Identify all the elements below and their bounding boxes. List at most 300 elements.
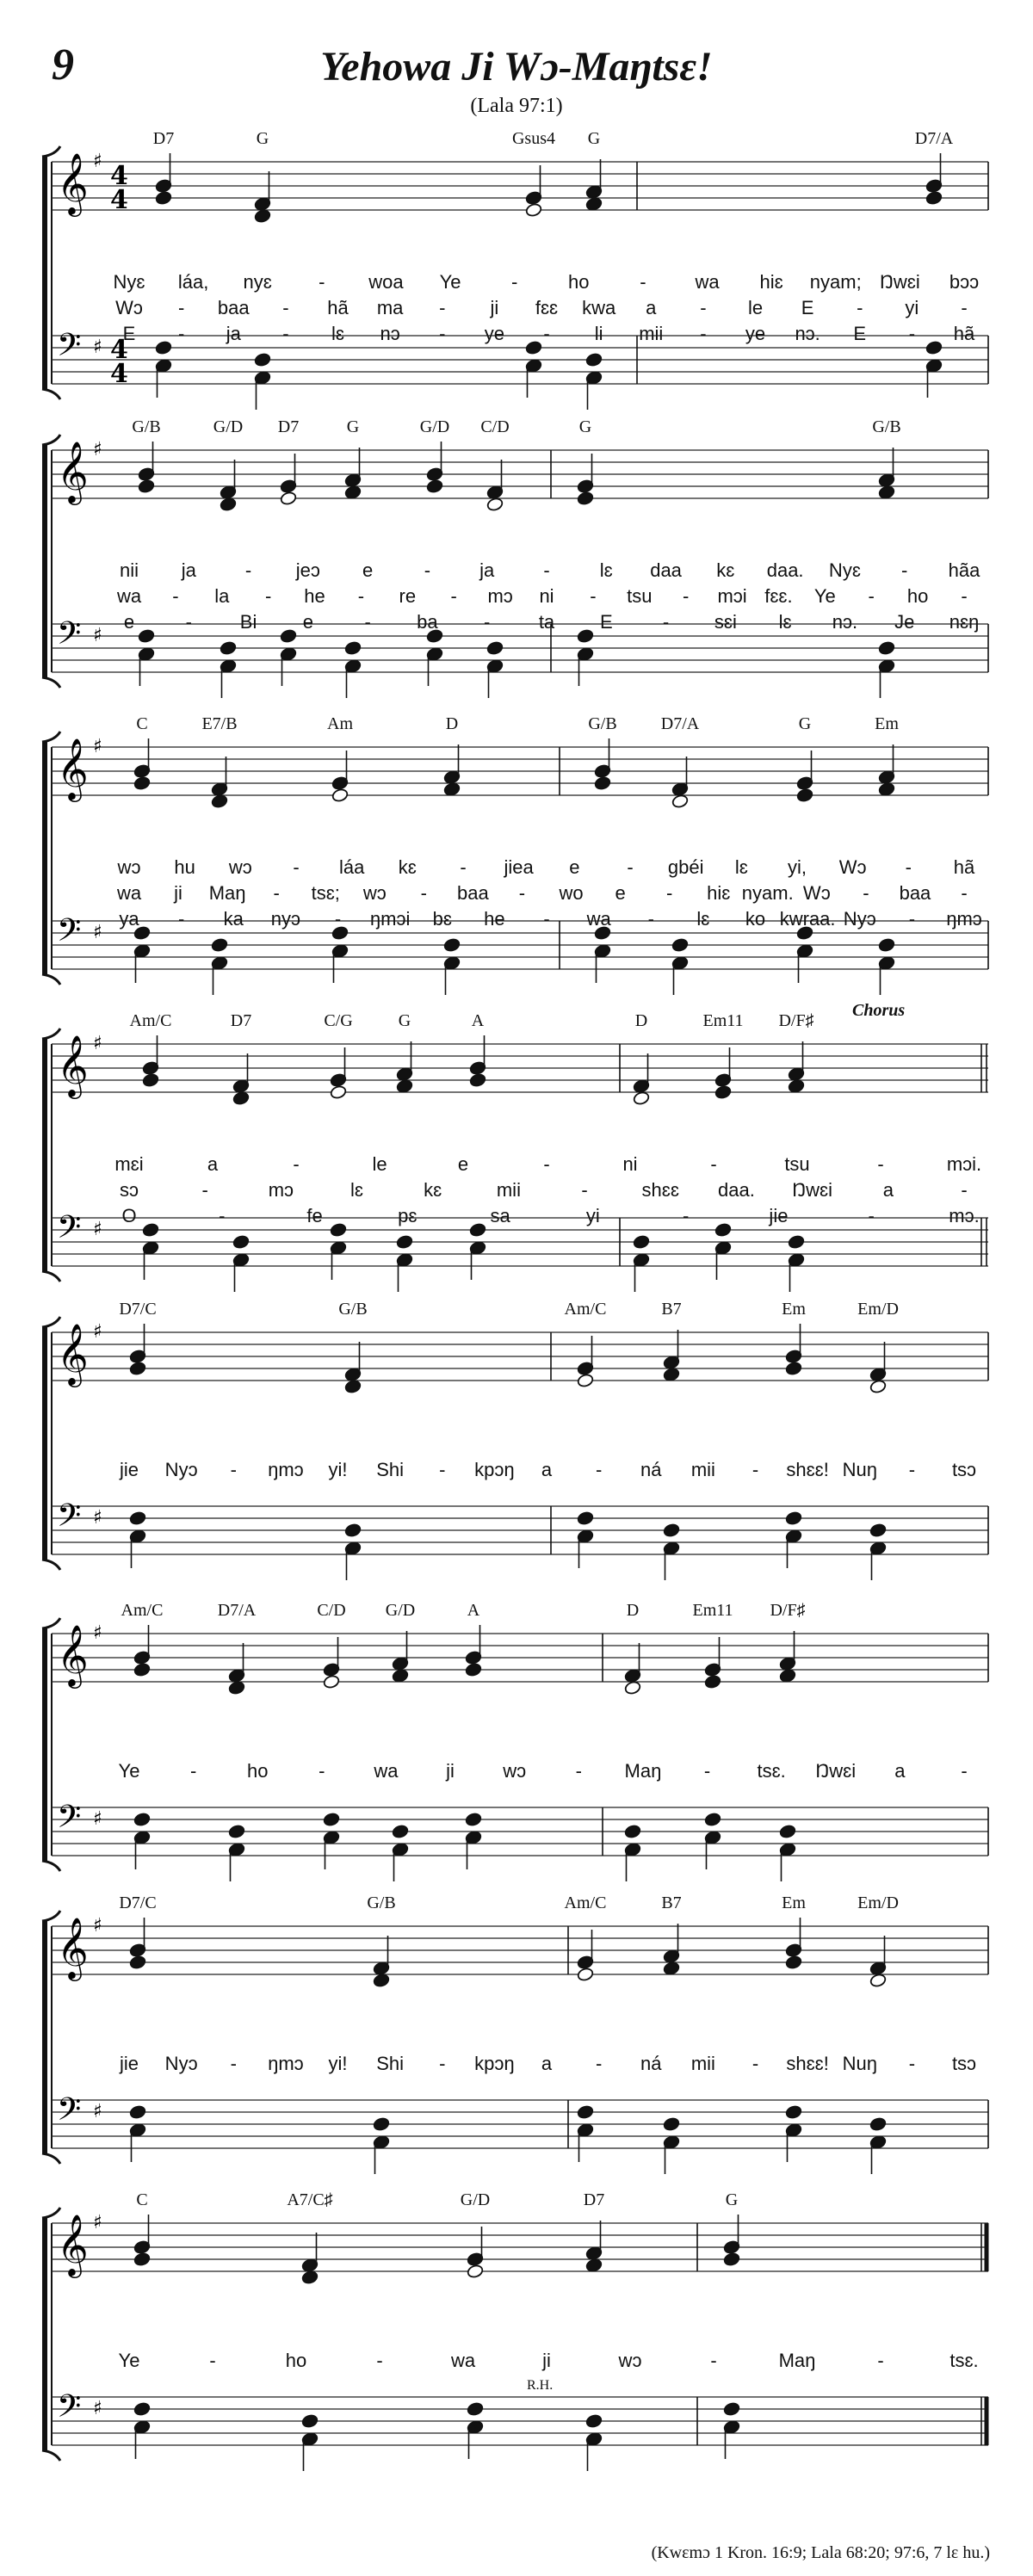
note-head — [663, 1367, 680, 1381]
lyric-syllable: - — [543, 1153, 550, 1175]
key-sharp-icon: ♯ — [93, 439, 102, 460]
lyric-syllable: a — [541, 2053, 553, 2074]
chord-symbol: G/B — [367, 1893, 396, 1912]
lyric-syllable: - — [961, 1179, 968, 1201]
lyric-syllable: a — [894, 1760, 906, 1782]
lyric-syllable: - — [752, 1459, 759, 1480]
lyric-syllable: Maŋ — [208, 882, 246, 904]
lyric-syllable: - — [575, 1760, 582, 1782]
lyric-syllable: - — [665, 882, 673, 904]
chord-symbol: E7/B — [201, 714, 238, 733]
note-head — [280, 491, 297, 505]
chord-symbol: Am/C — [121, 1601, 164, 1620]
note-head — [211, 937, 228, 952]
note-head — [232, 1234, 250, 1249]
lyric-syllable: wa — [374, 1760, 399, 1782]
lyric-syllable: - — [908, 908, 916, 930]
lyric-syllable: gbéi — [667, 856, 704, 878]
key-sharp-icon: ♯ — [93, 1507, 102, 1529]
note-head — [373, 1973, 390, 1987]
lyric-syllable: - — [908, 1459, 916, 1480]
lyric-syllable: - — [230, 1459, 237, 1480]
treble-clef-icon: 𝄞 — [57, 151, 89, 214]
lyric-syllable: ni — [622, 1153, 638, 1175]
note-head — [925, 190, 943, 205]
chord-symbol: D — [445, 714, 459, 733]
lyric-syllable: sɔ — [120, 1179, 139, 1201]
lyric-syllable: shɛɛ! — [786, 2053, 829, 2074]
lyric-syllable: kɛ — [398, 856, 417, 878]
lyric-syllable: la — [214, 585, 230, 607]
chord-symbol: Am/C — [129, 1011, 172, 1030]
lyric-syllable: - — [581, 1179, 588, 1201]
lyric-syllable: jie — [119, 2053, 139, 2074]
lyric-syllable: E — [853, 323, 867, 344]
note-head — [779, 1668, 796, 1683]
lyric-syllable: Ŋwɛi — [879, 271, 920, 293]
lyric-syllable: mii — [690, 2053, 715, 2074]
lyric-syllable: - — [703, 1760, 711, 1782]
lyric-syllable: shɛɛ — [641, 1179, 679, 1201]
chord-symbol: Em/D — [857, 1300, 899, 1319]
score-system — [0, 2190, 1033, 2500]
lyric-syllable: - — [543, 559, 550, 581]
chord-symbol: C — [136, 714, 148, 733]
note-head — [869, 1379, 887, 1393]
lyric-syllable: Ye — [813, 585, 836, 607]
lyric-syllable: ŋmɔ — [268, 2053, 304, 2074]
bracket-hook — [42, 389, 60, 399]
key-sharp-icon: ♯ — [93, 922, 102, 943]
chord-symbol: G — [798, 714, 812, 733]
lyric-syllable: mɔi — [717, 585, 747, 607]
note-head — [344, 1379, 362, 1393]
lyric-syllable: - — [185, 611, 192, 633]
lyric-syllable: tsɛ. — [757, 1760, 786, 1782]
chord-symbol: G/D — [419, 417, 450, 436]
bracket-hook — [42, 2450, 60, 2461]
note-head — [577, 1967, 594, 1981]
note-head — [785, 2104, 802, 2119]
lyric-syllable: - — [682, 1205, 690, 1226]
lyric-syllable: lɛ — [696, 908, 710, 930]
lyric-syllable: - — [640, 271, 646, 293]
chord-symbol: G/D — [460, 2190, 491, 2209]
lyric-syllable: wɔ — [228, 856, 252, 878]
lyric-syllable: baa — [457, 882, 489, 904]
lyric-syllable: wo — [559, 882, 584, 904]
note-head — [525, 340, 542, 355]
note-head — [869, 1523, 887, 1537]
lyric-syllable: - — [752, 2053, 759, 2074]
score-system — [0, 1300, 1033, 1609]
lyric-syllable: Wɔ — [115, 297, 143, 318]
lyric-syllable: ya — [119, 908, 139, 930]
lyric-syllable: kwa — [582, 297, 616, 318]
lyric-syllable: baa — [899, 882, 931, 904]
lyric-syllable: E — [599, 611, 613, 633]
note-head — [133, 1662, 151, 1677]
lyric-syllable: - — [700, 323, 707, 344]
lyric-syllable: e — [569, 856, 580, 878]
chord-symbol: C/D — [480, 417, 510, 436]
lyric-syllable: - — [518, 882, 526, 904]
note-head — [704, 1674, 721, 1689]
chord-symbol: D7 — [230, 1011, 252, 1030]
chord-symbol: Em — [782, 1300, 806, 1319]
lyric-syllable: re — [399, 585, 417, 607]
lyric-syllable: yi, — [788, 856, 807, 878]
lyric-syllable: ho — [246, 1760, 269, 1782]
note-head — [133, 1812, 151, 1826]
lyric-syllable: ji — [446, 1760, 455, 1782]
lyric-syllable: - — [201, 1179, 208, 1201]
note-head — [878, 640, 895, 655]
note-head — [869, 1973, 887, 1987]
chord-symbol: D7/A — [217, 1601, 257, 1620]
treble-clef-icon: 𝄞 — [57, 1034, 89, 1096]
lyric-syllable: - — [863, 882, 869, 904]
chord-symbol: G — [398, 1011, 411, 1030]
chord-symbol: Em11 — [692, 1601, 733, 1620]
lyric-syllable: Nyɔ — [843, 908, 876, 930]
lyric-syllable: li — [594, 323, 603, 344]
bass-clef-icon: 𝄢 — [57, 1799, 82, 1843]
score-system — [0, 1601, 1033, 1911]
note-head — [577, 2104, 594, 2119]
lyric-syllable: fe — [306, 1205, 323, 1226]
lyric-syllable: nɔ. — [832, 611, 858, 633]
lyric-syllable: - — [868, 585, 875, 607]
chord-symbol: G/D — [385, 1601, 416, 1620]
lyric-syllable: jiea — [504, 856, 534, 878]
lyric-syllable: shɛɛ! — [786, 1459, 829, 1480]
chord-symbol: G — [256, 129, 269, 148]
lyric-syllable: kɛ — [716, 559, 735, 581]
lyric-syllable: mɔ — [268, 1179, 294, 1201]
lyric-syllable: e — [615, 882, 626, 904]
time-signature-digit: 4 — [110, 161, 128, 191]
chord-symbol: D7/C — [119, 1300, 157, 1319]
note-head — [486, 497, 504, 511]
chord-symbol: D — [626, 1601, 640, 1620]
lyric-syllable: e — [302, 611, 313, 633]
lyric-syllable: hiɛ — [707, 882, 731, 904]
note-head — [577, 1510, 594, 1525]
lyric-syllable: mɛi — [114, 1153, 144, 1175]
chord-symbol: Em11 — [702, 1011, 744, 1030]
lyric-syllable: - — [484, 611, 491, 633]
lyric-syllable: - — [543, 323, 550, 344]
lyric-syllable: daa. — [718, 1179, 755, 1201]
lyric-syllable: yi — [905, 297, 919, 318]
note-head — [585, 352, 603, 367]
chord-symbol: G/B — [338, 1300, 368, 1319]
lyric-syllable: daa. — [766, 559, 804, 581]
lyric-syllable: ho — [906, 585, 929, 607]
lyric-syllable: nyam; — [809, 271, 862, 293]
lyric-syllable: Wɔ — [838, 856, 867, 878]
lyric-syllable: Ye — [118, 2350, 140, 2371]
note-head — [443, 781, 461, 796]
lyric-syllable: wa — [695, 271, 720, 293]
lyric-syllable: - — [177, 297, 185, 318]
lyric-syllable: nɛŋ — [949, 611, 980, 633]
lyric-syllable: Nyɛ — [113, 271, 145, 293]
lyric-syllable: - — [273, 882, 280, 904]
treble-clef-icon: 𝄞 — [57, 1623, 89, 1686]
lyric-syllable: jeɔ — [295, 559, 320, 581]
note-head — [280, 628, 297, 643]
note-head — [779, 1824, 796, 1838]
lyric-syllable: a — [882, 1179, 894, 1201]
note-head — [323, 1674, 340, 1689]
lyric-syllable: - — [230, 2053, 237, 2074]
lyric-syllable: mɔi. — [946, 1153, 982, 1175]
note-head — [878, 485, 895, 499]
lyric-syllable: le — [747, 297, 764, 318]
note-head — [671, 937, 689, 952]
note-head — [469, 1072, 486, 1087]
note-head — [624, 1680, 641, 1695]
bracket-hook — [42, 2153, 60, 2164]
note-head — [220, 640, 237, 655]
note-head — [714, 1084, 732, 1099]
score-system — [0, 1001, 1033, 1321]
lyric-syllable: kwraa. — [779, 908, 836, 930]
bracket-hook — [42, 974, 60, 985]
note-head — [254, 208, 271, 223]
lyric-syllable: tsɛ; — [311, 882, 340, 904]
lyric-syllable: kpɔŋ — [474, 1459, 515, 1480]
note-head — [663, 1961, 680, 1975]
chord-symbol: Am — [327, 714, 353, 733]
note-head — [663, 1523, 680, 1537]
lyric-syllable: Nuŋ — [842, 2053, 877, 2074]
lyric-syllable: Ye — [118, 1760, 140, 1782]
lyric-syllable: tsu — [627, 585, 653, 607]
lyric-syllable: - — [424, 559, 431, 581]
lyric-syllable: - — [700, 297, 707, 318]
chorus-label: Chorus — [852, 1001, 906, 1020]
lyric-syllable: ja — [226, 323, 241, 344]
note-head — [301, 2413, 319, 2428]
bracket-hook — [42, 677, 60, 688]
lyric-syllable: - — [961, 585, 968, 607]
lyric-syllable: Maŋ — [778, 2350, 816, 2371]
time-signature-digit: 4 — [110, 185, 128, 215]
key-sharp-icon: ♯ — [93, 1033, 102, 1054]
note-head — [486, 640, 504, 655]
treble-clef-icon: 𝄞 — [57, 1322, 89, 1385]
lyric-syllable: hã — [327, 297, 349, 318]
note-head — [323, 1812, 340, 1826]
chord-symbol: G — [725, 2190, 739, 2209]
treble-clef-icon: 𝄞 — [57, 2213, 89, 2276]
lyric-syllable: - — [319, 1760, 325, 1782]
lyric-syllable: E — [801, 297, 814, 318]
note-head — [331, 788, 349, 802]
lyric-syllable: - — [334, 908, 342, 930]
lyric-syllable: hã — [953, 323, 975, 344]
lyric-syllable: ba — [417, 611, 438, 633]
note-head — [426, 479, 443, 493]
note-head — [465, 1662, 482, 1677]
chord-symbol: D — [634, 1011, 648, 1030]
note-head — [723, 2252, 740, 2266]
bass-clef-icon: 𝄢 — [57, 2091, 82, 2135]
key-sharp-icon: ♯ — [93, 2212, 102, 2233]
treble-clef-icon: 𝄞 — [57, 1916, 89, 1979]
lyric-syllable: láa — [338, 856, 365, 878]
note-head — [133, 2401, 151, 2416]
lyric-syllable: a — [646, 297, 657, 318]
lyric-syllable: Wɔ — [802, 882, 831, 904]
lyric-syllable: - — [177, 323, 185, 344]
key-sharp-icon: ♯ — [93, 1915, 102, 1937]
lyric-syllable: - — [364, 611, 371, 633]
lyric-syllable: nɔ — [380, 323, 400, 344]
lyric-syllable: - — [209, 2350, 216, 2371]
lyric-syllable: e — [457, 1153, 469, 1175]
note-head — [211, 794, 228, 808]
lyric-syllable: hiɛ — [759, 271, 783, 293]
note-head — [525, 202, 542, 217]
lyric-syllable: ná — [640, 1459, 662, 1480]
lyric-syllable: hu — [174, 856, 195, 878]
note-head — [133, 2252, 151, 2266]
lyric-syllable: wɔ — [618, 2350, 642, 2371]
note-head — [254, 352, 271, 367]
lyric-syllable: ji — [174, 882, 182, 904]
lyric-syllable: - — [439, 1459, 446, 1480]
note-head — [142, 1072, 159, 1087]
bass-clef-icon: 𝄢 — [57, 2388, 82, 2432]
note-head — [443, 937, 461, 952]
lyric-syllable: - — [710, 2350, 717, 2371]
note-head — [796, 788, 813, 802]
note-head — [633, 1090, 650, 1105]
chord-symbol: Am/C — [564, 1300, 607, 1319]
lyric-syllable: daa — [650, 559, 682, 581]
lyric-syllable: e — [123, 611, 135, 633]
footer-reference: (Kwɛmɔ 1 Kron. 16:9; Lala 68:20; 97:6, 7 lɛ hu.) — [651, 2543, 990, 2562]
bracket-hook — [42, 1271, 60, 1282]
bass-clef-icon: 𝄢 — [57, 1498, 82, 1541]
note-head — [467, 2264, 484, 2278]
note-head — [142, 1222, 159, 1237]
note-head — [878, 781, 895, 796]
lyric-syllable: woa — [368, 271, 404, 293]
key-sharp-icon: ♯ — [93, 2101, 102, 2122]
lyric-syllable: - — [908, 2053, 916, 2074]
lyric-syllable: pɛ — [398, 1205, 418, 1226]
lyric-syllable: bɔɔ — [949, 271, 980, 293]
score-system — [0, 417, 1033, 727]
chord-symbol: D7/A — [914, 129, 954, 148]
chord-symbol: G — [578, 417, 592, 436]
lyric-syllable: Nyɔ — [164, 2053, 198, 2074]
chord-symbol: Em — [782, 1893, 806, 1912]
lyric-syllable: - — [543, 908, 550, 930]
score-system — [0, 129, 1033, 439]
lyric-syllable: - — [627, 856, 634, 878]
lyric-syllable: ja — [479, 559, 495, 581]
chord-symbol: C — [136, 2190, 148, 2209]
lyric-syllable: - — [264, 585, 272, 607]
lyric-syllable: - — [908, 323, 916, 344]
chord-symbol: Em/D — [857, 1893, 899, 1912]
lyric-syllable: Ye — [439, 271, 461, 293]
lyric-syllable: mɔ — [487, 585, 513, 607]
key-sharp-icon: ♯ — [93, 1622, 102, 1644]
lyric-syllable: - — [439, 2053, 446, 2074]
lyric-syllable: fɛɛ. — [764, 585, 793, 607]
lyric-syllable: - — [857, 297, 863, 318]
lyric-syllable: kpɔŋ — [474, 2053, 515, 2074]
lyric-syllable: tsɔ — [951, 2053, 977, 2074]
key-sharp-icon: ♯ — [93, 736, 102, 757]
lyric-syllable: - — [282, 323, 289, 344]
lyric-syllable: he — [304, 585, 325, 607]
lyric-syllable: - — [961, 1760, 968, 1782]
chord-symbol: C/G — [324, 1011, 353, 1030]
lyric-syllable: le — [372, 1153, 387, 1175]
note-head — [663, 2116, 680, 2131]
note-head — [228, 1680, 245, 1695]
note-head — [228, 1824, 245, 1838]
lyric-syllable: Ŋwɛi — [815, 1760, 857, 1782]
lyric-syllable: E — [122, 323, 136, 344]
bass-clef-icon: 𝄢 — [57, 327, 82, 371]
chord-symbol: G — [346, 417, 360, 436]
lyric-syllable: - — [420, 882, 428, 904]
lyric-syllable: - — [439, 323, 446, 344]
lyric-syllable: nɔ. — [795, 323, 820, 344]
lyric-syllable: Nyɛ — [828, 559, 861, 581]
song-title: Yehowa Ji Wɔ-Maŋtsɛ! — [320, 44, 713, 90]
note-head — [155, 190, 172, 205]
key-sharp-icon: ♯ — [93, 337, 102, 358]
lyric-syllable: wa — [116, 882, 142, 904]
lyric-syllable: láa, — [177, 271, 209, 293]
note-head — [392, 1668, 409, 1683]
lyric-syllable: - — [244, 559, 252, 581]
lyric-syllable: hã — [953, 856, 975, 878]
chord-symbol: D7/C — [119, 1893, 157, 1912]
lyric-syllable: - — [961, 882, 968, 904]
note-head — [714, 1222, 732, 1237]
lyric-syllable: jie — [119, 1459, 139, 1480]
note-head — [704, 1812, 721, 1826]
note-head — [301, 2270, 319, 2284]
lyric-syllable: - — [460, 856, 467, 878]
lyric-syllable: Shi — [376, 2053, 405, 2074]
note-head — [330, 1084, 347, 1099]
note-head — [330, 1222, 347, 1237]
chord-symbol: B7 — [661, 1300, 682, 1319]
bass-clef-icon: 𝄢 — [57, 615, 82, 659]
note-head — [577, 1373, 594, 1387]
key-sharp-icon: ♯ — [93, 151, 102, 172]
lyric-syllable: hãa — [948, 559, 980, 581]
lyric-syllable: nyɔ — [270, 908, 300, 930]
lyric-syllable: nii — [119, 559, 139, 581]
lyric-syllable: - — [282, 297, 289, 318]
lyric-syllable: - — [172, 585, 179, 607]
chord-symbol: D7 — [277, 417, 300, 436]
scripture-reference: (Lala 97:1) — [470, 95, 563, 117]
